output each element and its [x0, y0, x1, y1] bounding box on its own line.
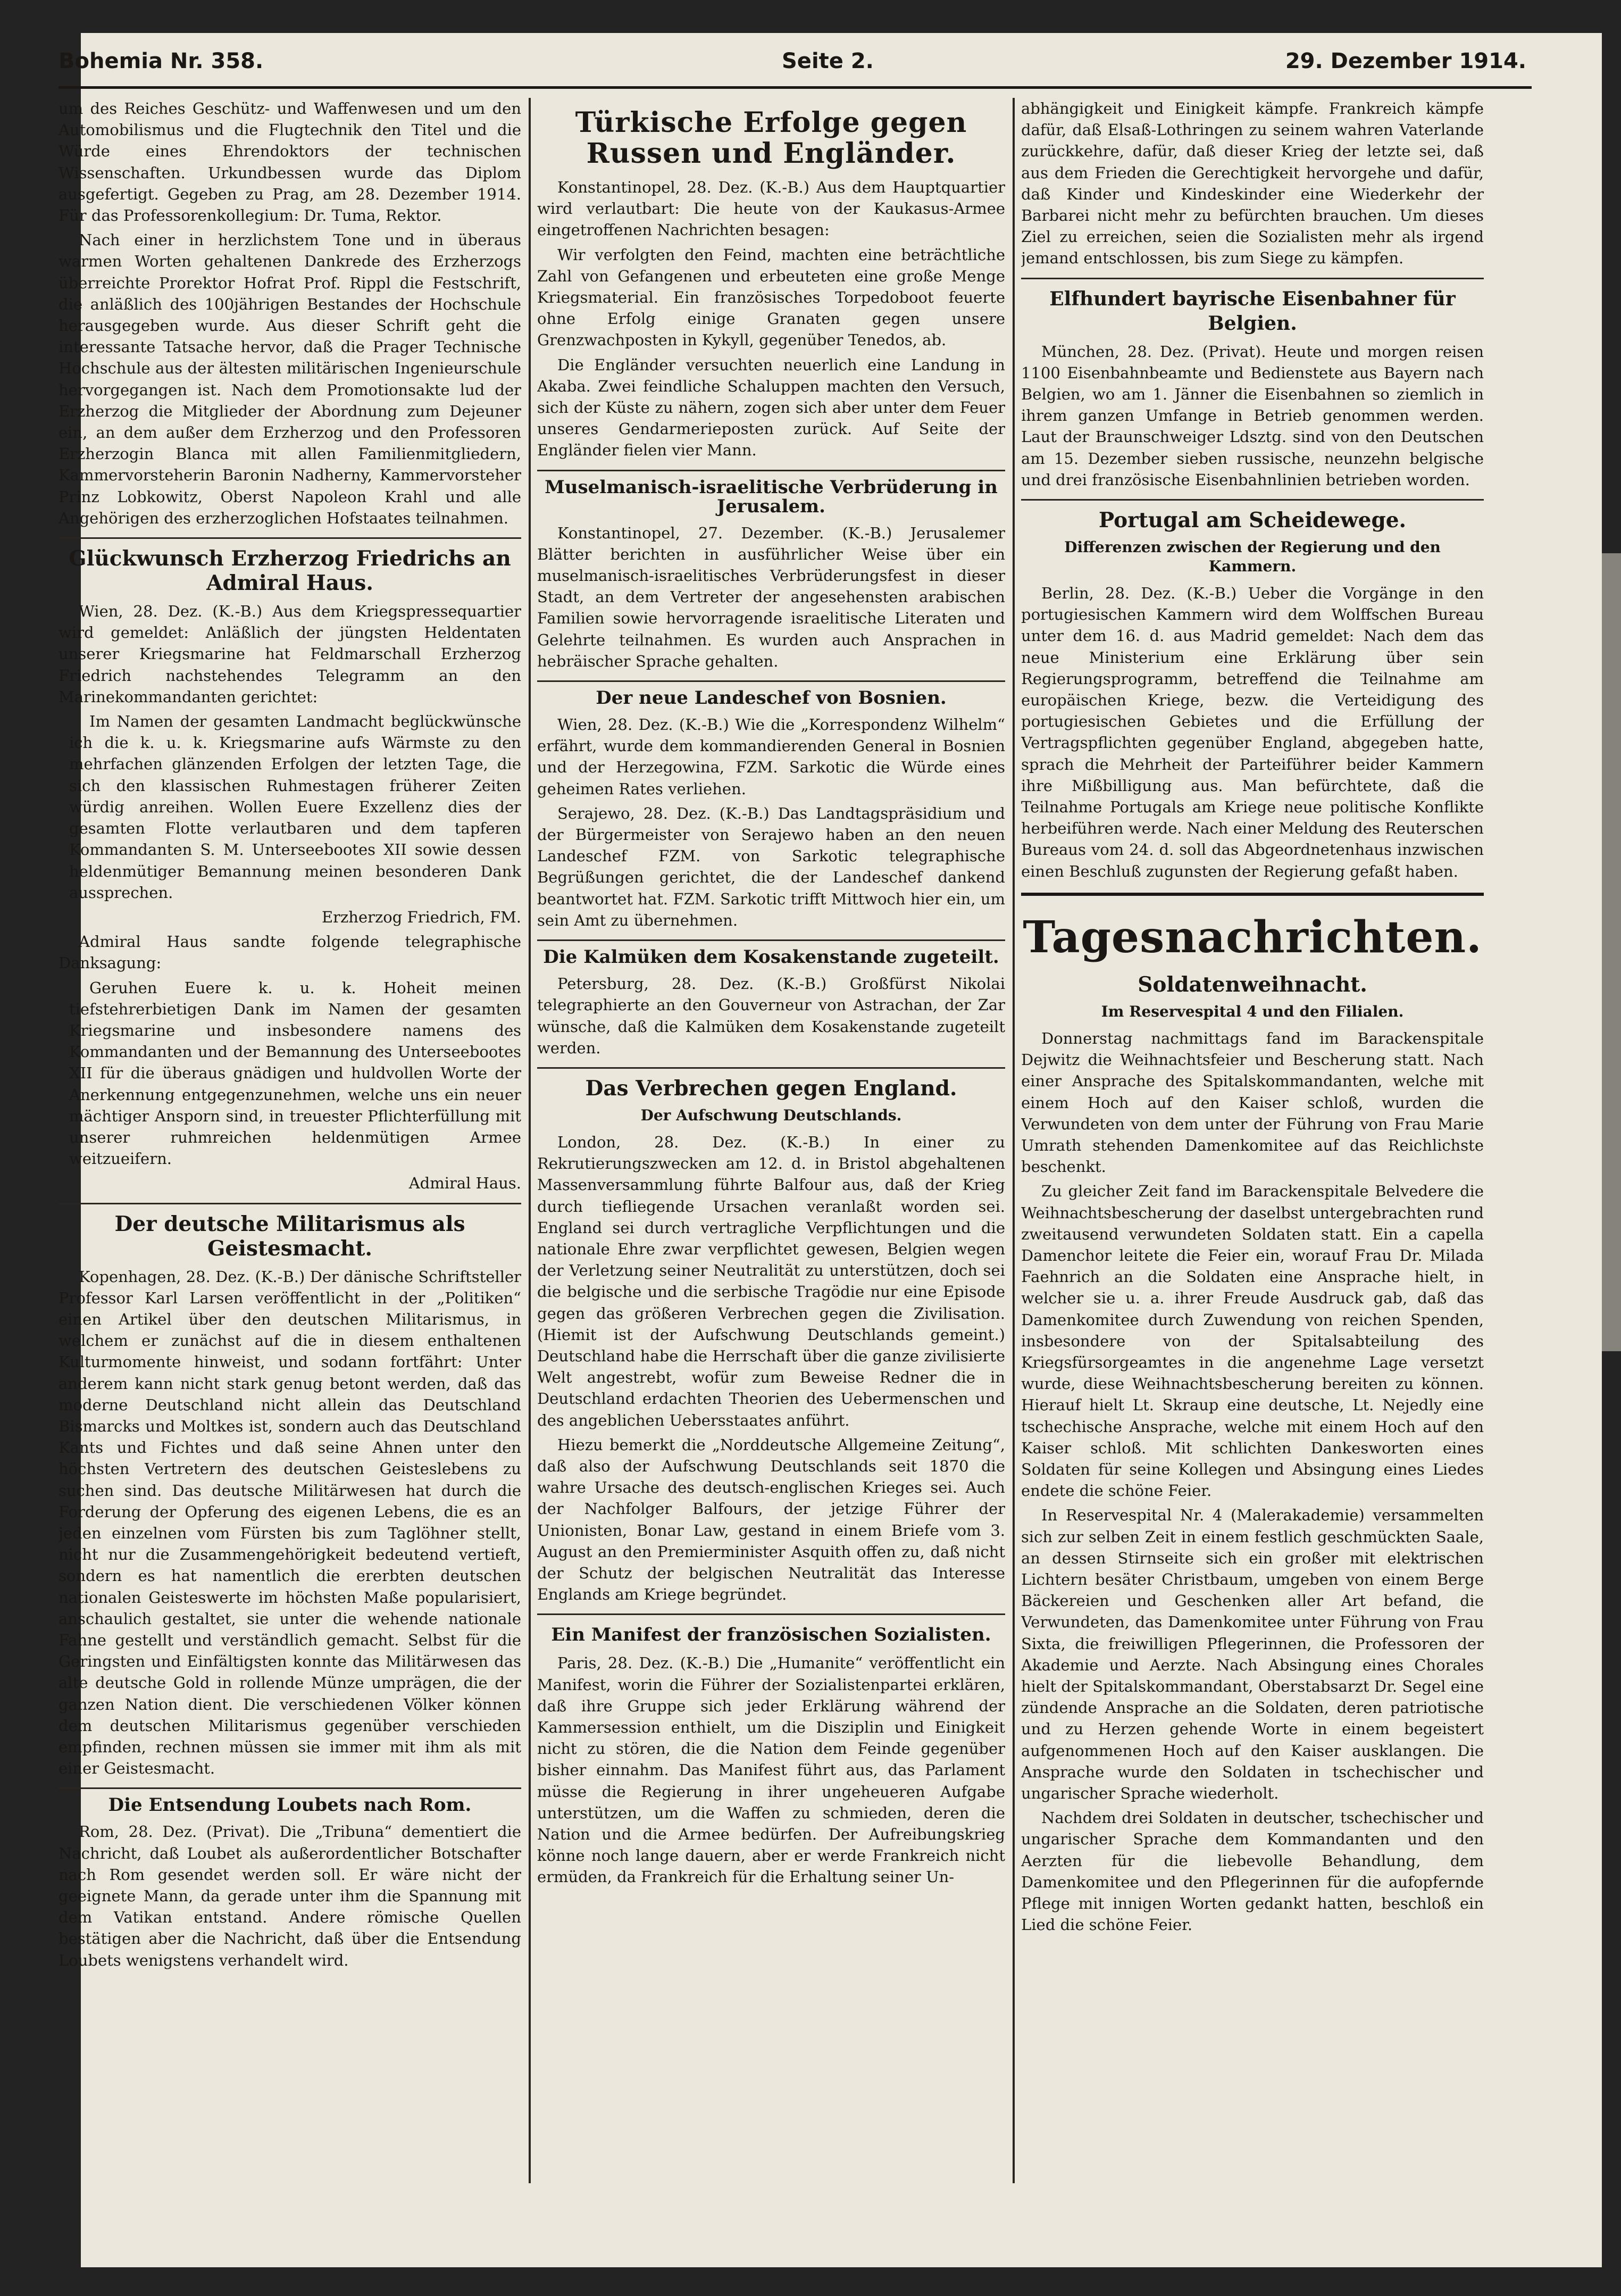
article-continuation: abhängigkeit und Einigkeit kämpfe. Frankreich kämpfe dafür, daß Elsaß-Lothringen zu seinem wahren Vaterlande zurückkehre, dafür, daß dieser Krieg der letzte sei, daß aus dem Frieden die Gerechtigkeit hervorgehe und dafür, daß Kinder und Kindeskinder eine Wiederkehr der Barbarei nicht mehr zu befürchten brauchen. Um dieses Ziel zu erreichen, seien die Sozialisten mehr als irgend jemand entschlossen, bis zum Siege zu kämpfen. — [1021, 99, 1484, 268]
article-paragraph: Zu gleicher Zeit fand im Barackenspitale Belvedere die Weihnachtsbescherung der daselbst untergebrachten rund zweitausend verwundeten Soldaten statt. Ein a capella Damenchor leitete die Feier ein, worauf Frau Dr. Milada Faehnrich an die Soldaten eine Ansprache hielt, in welcher sie u. a. ihrer Freude Ausdruck gab, daß das Damenkomitee durch Zuwendung von reichen Spenden, insbesondere von der Spitalsabteilung des Kriegsfürsorgeamtes in die angenehme Lage versetzt wurde, diese Weihnachtsbescherung bereiten zu können. Hierauf hielt Lt. Skraup eine deutsche, Lt. Nejedly eine tschechische Ansprache, welche mit einem Hoch auf den Kaiser schloß. Mit schlichten Dankesworten eines Soldaten für seine Kollegen und Absingung eines Liedes endete die schöne Feier. — [1021, 1182, 1484, 1500]
article-separator — [59, 1787, 521, 1789]
headline-eisenbahner: Elfhundert bayrische Eisenbahner für Belgien. — [1049, 287, 1456, 335]
article-paragraph: Nach einer in herzlichstem Tone und in überaus warmen Worten gehaltenen Dankrede des Erzherzogs überreichte Prorektor Hofrat Prof. Rippl die Festschrift, die anläßlich des 100jährigen Bestandes der Hochschule herausgegeben wurde. Aus dieser Schrift geht die interessante Tatsache hervor, daß die Prager Technische Hochschule aus der ältesten militärischen Ingenieurschule hervorgegangen ist. Nach dem Promotionsakte lud der Erzherzog die Mitglieder der Abordnung zum Dejeuner ein, an dem außer dem Erzherzog und den Professoren Erzherzogin Blanca mit allen Familienmitgliedern, Kammervorsteherin Baronin Nadherny, Kammervorsteher Prinz Lobkowitz, Oberst Napoleon Krahl und alle Angehörigen des erzherzoglichen Hofstaates teilnahmen. — [59, 231, 521, 527]
headline-landeschef: Der neue Landeschef von Bosnien. — [596, 687, 947, 709]
headline-glueckwunsch: Glückwunsch Erzherzog Friedrichs an Admiral Haus. — [69, 546, 511, 596]
article-paragraph: Nachdem drei Soldaten in deutscher, tschechischer und ungarischer Sprache dem Kommandanten und den Aerzten für die liebevolle Behandlung, dem Damenkomitee und den Pflegerinnen für die aufopfernde Pflege mit innigen Worten gedankt hatten, beschloß ein Lied die schöne Feier. — [1021, 1809, 1484, 1934]
article-separator — [537, 470, 1005, 471]
article-paragraph: Admiral Haus sandte folgende telegraphische Danksagung: — [59, 933, 521, 972]
article-paragraph: Kopenhagen, 28. Dez. (K.-B.) Der dänische Schriftsteller Professor Karl Larsen veröffentlicht in der „Politiken“ einen Artikel über den deutschen Militarismus, in welchem er zunächst auf die in diesem enthaltenen Kulturmomente hinweist, und sodann fortfährt: Unter anderem kann nicht stark genug betont werden, daß das moderne Deutschland nicht allein das Deutschland Bismarcks und Moltkes ist, sondern auch das Deutschland Kants und Fichtes und daß seine Ahnen unter den höchsten Vertretern des deutschen Geisteslebens zu suchen sind. Das deutsche Militärwesen hat durch die Forderung der Opferung des eigenen Lebens, die es an jeden einzelnen vom Fürsten bis zum Taglöhner stellt, nicht nur die Zusammengehörigkeit bedeutend vertieft, sondern es hat namentlich die ererbten deutschen nationalen Geisteswerte im höchsten Maße popularisiert, anschaulich gestaltet, sie unter die wehende nationale Fahne gestellt und verständlich gemacht. Selbst für die Geringsten und Einfältigsten konnte das Militärwesen das alte deutsche Gold in rollende Münze umprägen, die der ganzen Nation dient. Die verschiedenen Völker können dem deutschen Militarismus gegenüber verschieden empfinden, rechnen müssen sie immer mit ihm als mit einer Geistesmacht. — [59, 1267, 521, 1778]
article-paragraph: Wien, 28. Dez. (K.-B.) Aus dem Kriegspressequartier wird gemeldet: Anläßlich der jüngsten Heldentaten unserer Kriegsmarine hat Feldmarschall Erzherzog Friedrich nachstehendes Telegramm an den Marinekommandanten gerichtet: — [59, 602, 521, 706]
article-paragraph: Wir verfolgten den Feind, machten eine beträchtliche Zahl von Gefangenen und erbeuteten eine große Menge Kriegsmaterial. Ein französisches Torpedoboot feuerte ohne Erfolg einige Granaten gegen unsere Grenzwachposten in Kykyll, gegenüber Tenedos, ab. — [537, 245, 1005, 350]
issue-date: 29. Dezember 1914. — [1285, 49, 1526, 73]
article-paragraph: München, 28. Dez. (Privat). Heute und morgen reisen 1100 Eisenbahnbeamte und Bedienstete aus Bayern nach Belgien, wo am 1. Jänner die Eisenbahnen so ziemlich in ihrem ganzen Umfange in Betrieb genommen werden. Laut der Braunschweiger Ldsztg. sind von den Deutschen am 15. Dezember sieben russische, neunzehn belgische und drei französische Eisenbahnlinien betrieben worden. — [1021, 342, 1484, 489]
article-continuation: um des Reiches Geschütz- und Waffenwesen und um den Automobilismus und die Flugtechnik den Titel und die Würde eines Ehrendoktors der technischen Wissenschaften. Urkundbessen wurde das Diplom ausgefertigt. Gegeben zu Prag, am 28. Dezember 1914. Für das Professorenkollegium: Dr. Tuma, Rektor. — [59, 99, 521, 225]
article-paragraph: Berlin, 28. Dez. (K.-B.) Ueber die Vorgänge in den portugiesischen Kammern wird dem Wolffschen Bureau unter dem 16. d. aus Madrid gemeldet: Nach dem das neue Ministerium eine Erklärung über sein Regierungsprogramm, betreffend die Teilnahme am europäischen Kriege, bezw. die Verteidigung des portugiesischen Gebietes und die Erfüllung der Vertragspflichten gegenüber England, abgegeben hatte, sprach die Mehrheit der Parteiführer beider Kammern ihre Mißbilligung aus. Man befürchtete, daß die Teilnahme Portugals am Kriege neue politische Konflikte herbeiführen werde. Nach einer Meldung des Reuterschen Bureaus vom 24. d. soll das Abgeordnetenhaus inzwischen einen Beschluß zugunsten der Regierung gefaßt haben. — [1021, 584, 1484, 880]
article-paragraph: Paris, 28. Dez. (K.-B.) Die „Humanite“ veröffentlicht ein Manifest, worin die Führer der Sozialistenpartei erklären, daß ihre Gruppe sich jeder Erklärung während der Kammersession enthielt, um die Disziplin und Einigkeit nicht zu stören, die die Nation dem Feinde gegenüber bisher einnahm. Das Manifest führt aus, das Parlament müsse die Regierung in ihrer ungeheueren Aufgabe unterstützen, um die Waffen zu schmieden, deren die Nation und die Armee bedürfen. Der Aufreibungskrieg könne noch lange dauern, aber er werde Frankreich nicht ermüden, da Frankreich für die Erhaltung seiner Un- — [537, 1654, 1005, 1886]
headline-portugal: Portugal am Scheidewege. — [1098, 508, 1407, 533]
headline-militarismus: Der deutsche Militarismus als Geistesmacht. — [114, 1211, 465, 1261]
adjacent-page-edge — [1602, 553, 1621, 1351]
headline-soldatenweihnacht: Soldatenweihnacht. — [1138, 972, 1367, 997]
headline-kalmueken: Die Kalmüken dem Kosakenstande zugeteilt. — [543, 946, 999, 968]
article-paragraph: Hiezu bemerkt die „Norddeutsche Allgemeine Zeitung“, daß also der Aufschwung Deutschlands seit 1870 die wahre Ursache des deutsch-englischen Krieges sei. Auch der Nachfolger Balfours, der jetzige Führer der Unionisten, Bonar Law, gestand in einem Briefe vom 3. August an den Premierminister Asquith offen zu, daß nicht der Schutz der belgischen Neutralität das Interesse Englands am Kriege begründet. — [537, 1435, 1005, 1604]
article-paragraph: London, 28. Dez. (K.-B.) In einer zu Rekrutierungszwecken am 12. d. in Bristol abgehaltenen Massenversammlung führte Balfour aus, daß der Krieg durch tiefliegende Ursachen veranlaßt worden sei. England sei durch vertragliche Verpflichtungen und die nationale Ehre zwar verpflichtet gewesen, Belgien wegen der Verletzung seiner Neutralität zu unterstützen, doch sei die belgische und die serbische Tragödie nur eine Episode gegen das größeren Verbrechen gegen die Zivilisation. (Hiemit ist der Aufschwung Deutschlands gemeint.) Deutschland habe die Herrschaft über die ganze zivilisierte Welt angestrebt, wofür zum Beweise Redner die in Deutschland erdachten Theorien des Uebermenschen und des angeblichen Uebersstaates anführt. — [537, 1133, 1005, 1429]
headline-loubet: Die Entsendung Loubets nach Rom. — [108, 1794, 472, 1816]
section-title-tagesnachrichten: Tagesnachrichten. — [1023, 911, 1482, 963]
article-separator — [59, 537, 521, 539]
article-separator — [537, 680, 1005, 682]
article-paragraph: Konstantinopel, 28. Dez. (K.-B.) Aus dem Hauptquartier wird verlautbart: Die heute von der Kaukasus-Armee eingetroffenen Nachrichten besagen: — [537, 178, 1005, 239]
subheadline-reservespital: Im Reservespital 4 und den Filialen. — [1101, 1002, 1404, 1020]
headline-tuerkische-erfolge: Türkische Erfolge gegen Russen und Engländer. — [575, 106, 967, 170]
article-paragraph: Konstantinopel, 27. Dezember. (K.-B.) Jerusalemer Blätter berichten in ausführlicher Weise über ein muselmanisch-israelitisches Verbrüderungsfest in dieser Stadt, an dem Vertreter der angesehensten arabischen Familien sowie hervorragende israelitische Literaten und Gelehrte teilnahmen. Es wurden auch Ansprachen in hebräischer Sprache gehalten. — [537, 523, 1005, 670]
column-3 — [1021, 98, 1484, 2220]
article-paragraph: Die Engländer versuchten neuerlich eine Landung in Akaba. Zwei feindliche Schaluppen machten den Versuch, sich der Küste zu nähern, zogen sich aber unter dem Feuer unseres Gendarmerieposten zurück. Auf Seite der Engländer fielen vier Mann. — [537, 355, 1005, 460]
subheadline-aufschwung: Der Aufschwung Deutschlands. — [640, 1106, 902, 1124]
article-paragraph: Serajewo, 28. Dez. (K.-B.) Das Landtagspräsidium und der Bürgermeister von Serajewo haben an den neuen Landeschef FZM. von Sarkotic telegraphische Begrüßungen gerichtet, die der Landeschef dankend beantwortet hat. FZM. Sarkotic trifft Mittwoch hier ein, um sein Amt zu übernehmen. — [537, 804, 1005, 929]
page-header — [59, 49, 1526, 81]
article-separator — [1021, 278, 1484, 279]
column-divider — [1013, 98, 1015, 2183]
signature: Admiral Haus. — [408, 1174, 521, 1193]
telegram-text: Im Namen der gesamten Landmacht beglückwünsche ich die k. u. k. Kriegsmarine aufs Wärmste zu den mehrfachen glänzenden Erfolgen der letzten Tage, die sich den klassischen Ruhmestagen früherer Zeiten würdig anreihen. Wollen Euere Exzellenz dies der gesamten Flotte verlautbaren und dem tapferen Kommandanten S. M. Unterseebootes XII sowie dessen heldenmütiger Bemannung meinen besonderen Dank aussprechen. — [69, 712, 521, 902]
article-paragraph: In Reservespital Nr. 4 (Malerakademie) versammelten sich zur selben Zeit in einem festlich geschmückten Saale, an dessen Stirnseite sich ein großer mit elektrischen Lichtern besäter Christbaum, umgeben von einem Berge Bäckereien und Geschenken aller Art befand, die Verwundeten, das Damenkomitee unter Führung von Frau Sixta, die freiwilligen Pflegerinnen, die Professoren der Akademie und Aerzte. Nach Absingung eines Chorales hielt der Spitalskommandant, Oberstabsarzt Dr. Segel eine zündende Ansprache an die Soldaten, deren patriotische und zu Herzen gehende Worte in einem begeistert aufgenommenen Hoch auf den Kaiser ausklangen. Die Ansprache wurde den Soldaten in tschechischer und ungarischer Sprache wiederholt. — [1021, 1506, 1484, 1802]
article-separator — [537, 1613, 1005, 1615]
article-paragraph: Rom, 28. Dez. (Privat). Die „Tribuna“ dementiert die Nachricht, daß Loubet als außerordentlicher Botschafter nach Rom gesendet werden soll. Er wäre nicht der geeignete Mann, da gerade unter ihm die Spannung mit dem Vatikan entstand. Andere römische Quellen bestätigen aber die Nachricht, daß über die Entsendung Loubets wenigstens verhandelt wird. — [59, 1823, 521, 1969]
telegram-text: Geruhen Euere k. u. k. Hoheit meinen tiefstehrerbietigen Dank im Namen der gesamten Kriegsmarine und insbesondere namens des Kommandanten und der Bemannung des Unterseebootes XII für die überaus gnädigen und huldvollen Worte der Anerkennung entgegenzunehmen, welche uns ein neuer mächtiger Ansporn sind, in treuester Pflichterfüllung mit unserer ruhmreichen heldenmütigen Armee weitzueifern. — [69, 978, 521, 1168]
article-paragraph: Donnerstag nachmittags fand im Barackenspitale Dejwitz die Weihnachtsfeier und Bescherung statt. Nach einer Ansprache des Spitalskommandanten, welche mit einem Hoch auf den Kaiser schloß, wurden die Verwundeten von dem unter der Führung von Frau Marie Umrath stehenden Damenkomitee auf das Reichlichste beschenkt. — [1021, 1029, 1484, 1176]
headline-verbruederung: Muselmanisch-israelitische Verbrüderung in Jerusalem. — [545, 476, 998, 517]
column-divider — [529, 98, 531, 2183]
headline-manifest: Ein Manifest der französischen Sozialisten. — [551, 1624, 991, 1646]
article-paragraph: Wien, 28. Dez. (K.-B.) Wie die „Korrespondenz Wilhelm“ erfährt, wurde dem kommandierenden General in Bosnien und der Herzegowina, FZM. Sarkotic die Würde eines geheimen Rates verliehen. — [537, 716, 1005, 798]
article-separator — [59, 1203, 521, 1204]
section-separator — [1021, 893, 1484, 896]
article-paragraph: Petersburg, 28. Dez. (K.-B.) Großfürst Nikolai telegraphierte an den Gouverneur von Astrachan, der Zar wünsche, daß die Kalmüken dem Kosakenstande zugeteilt werden. — [537, 975, 1005, 1057]
headline-verbrechen-england: Das Verbrechen gegen England. — [585, 1076, 957, 1101]
subheadline-differenzen: Differenzen zwischen der Regierung und den Kammern. — [1064, 538, 1441, 576]
column-1 — [59, 98, 521, 2220]
issue-number: Bohemia Nr. 358. — [59, 49, 264, 73]
article-separator — [537, 939, 1005, 941]
header-rule — [59, 86, 1532, 89]
article-separator — [1021, 499, 1484, 501]
column-2 — [537, 98, 1005, 2220]
article-separator — [537, 1067, 1005, 1069]
page-number: Seite 2. — [782, 49, 874, 73]
signature: Erzherzog Friedrich, FM. — [321, 908, 521, 926]
